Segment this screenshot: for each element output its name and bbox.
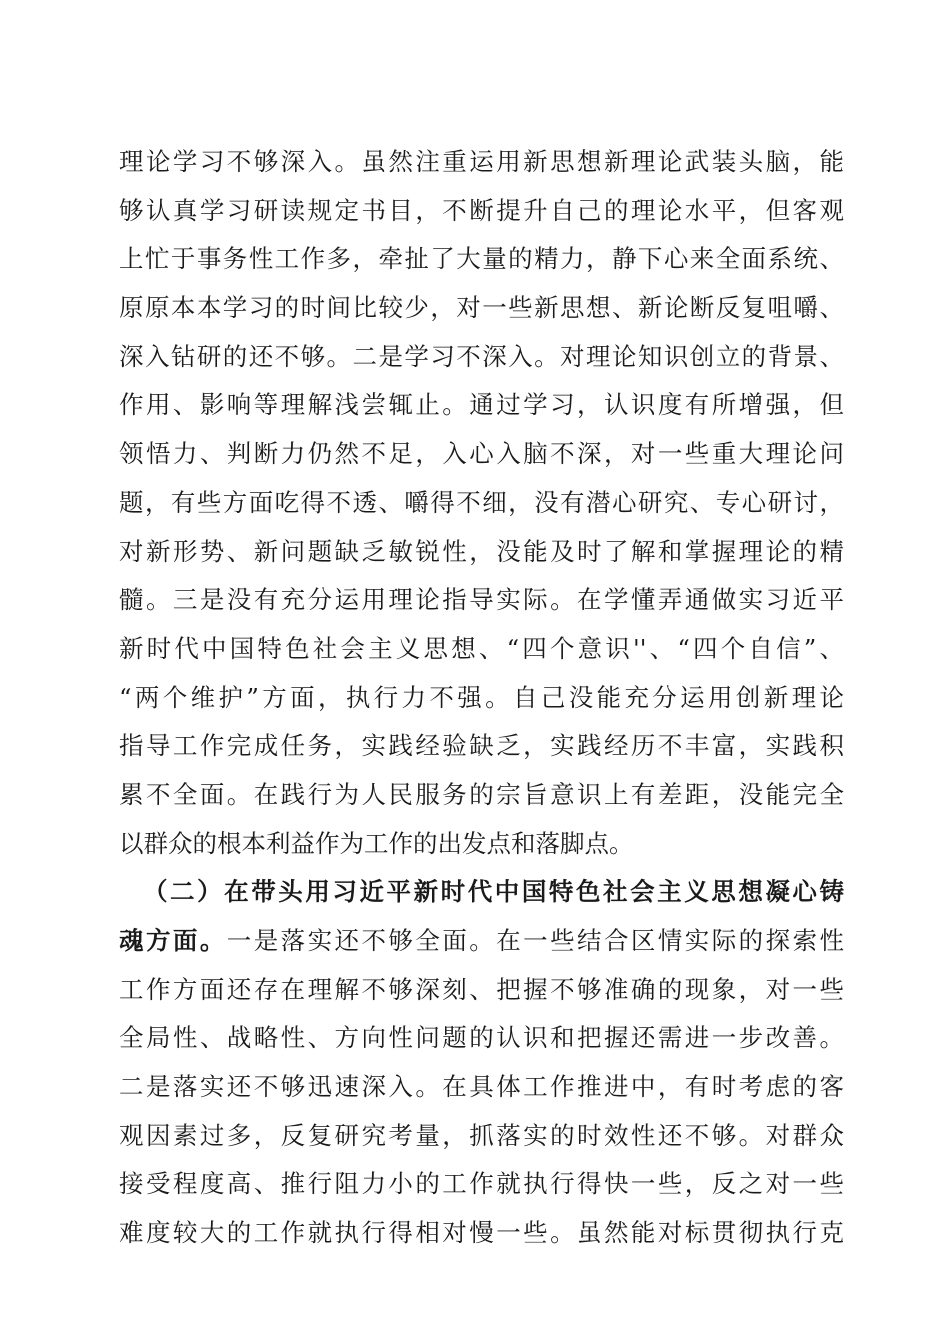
text-line: 指导工作完成任务，实践经验缺乏，实践经历不丰富，实践积 bbox=[119, 731, 844, 761]
text-line: 以群众的根本利益作为工作的出发点和落脚点。 bbox=[119, 828, 634, 858]
text-line: 难度较大的工作就执行得相对慢一些。虽然能对标贯彻执行克 bbox=[119, 1218, 844, 1248]
text-line: 观因素过多，反复研究考量，抓落实的时效性还不够。对群众 bbox=[119, 1120, 844, 1150]
text-line: 全局性、战略性、方向性问题的认识和把握还需进一步改善。 bbox=[119, 1023, 844, 1053]
text-line: 对新形势、新问题缺乏敏锐性，没能及时了解和掌握理论的精 bbox=[119, 536, 844, 566]
text-line: 累不全面。在践行为人民服务的宗旨意识上有差距，没能完全 bbox=[119, 779, 844, 809]
document-body bbox=[119, 138, 844, 1258]
text-line: 原原本本学习的时间比较少，对一些新思想、新论断反复咀嚼、 bbox=[119, 293, 844, 323]
text-line: 二是落实还不够迅速深入。在具体工作推进中，有时考虑的客 bbox=[119, 1072, 844, 1102]
section-heading: （二）在带头用习近平新时代中国特色社会主义思想凝心铸 bbox=[143, 877, 844, 907]
text-line: 髓。三是没有充分运用理论指导实际。在学懂弄通做实习近平 bbox=[119, 585, 844, 615]
text-span: 一是落实还不够全面。在一些结合区情实际的探索性 bbox=[226, 926, 845, 955]
section-heading-continuation: 魂方面。 bbox=[119, 926, 227, 955]
paragraph-2 bbox=[119, 868, 844, 1258]
text-line bbox=[119, 917, 844, 966]
text-line: 深入钻研的还不够。二是学习不深入。对理论知识创立的背景、 bbox=[119, 341, 844, 371]
text-line: 领悟力、判断力仍然不足，入心入脑不深，对一些重大理论问 bbox=[119, 439, 844, 469]
text-line: 题，有些方面吃得不透、嚼得不细，没有潜心研究、专心研讨， bbox=[119, 487, 844, 517]
text-line: 新时代中国特色社会主义思想、“四个意识''、“四个自信”、 bbox=[119, 633, 844, 663]
text-line: 够认真学习研读规定书目，不断提升自己的理论水平，但客观 bbox=[119, 195, 844, 225]
paragraph-1 bbox=[119, 138, 844, 868]
text-line: 上忙于事务性工作多，牵扯了大量的精力，静下心来全面系统、 bbox=[119, 244, 844, 274]
text-line: 作用、影响等理解浅尝辄止。通过学习，认识度有所增强，但 bbox=[119, 390, 844, 420]
text-line: 工作方面还存在理解不够深刻、把握不够准确的现象，对一些 bbox=[119, 974, 844, 1004]
text-line: 接受程度高、推行阻力小的工作就执行得快一些，反之对一些 bbox=[119, 1169, 844, 1199]
text-line: “两个维护”方面，执行力不强。自己没能充分运用创新理论 bbox=[119, 682, 844, 712]
text-line: 理论学习不够深入。虽然注重运用新思想新理论武装头脑，能 bbox=[119, 147, 844, 176]
